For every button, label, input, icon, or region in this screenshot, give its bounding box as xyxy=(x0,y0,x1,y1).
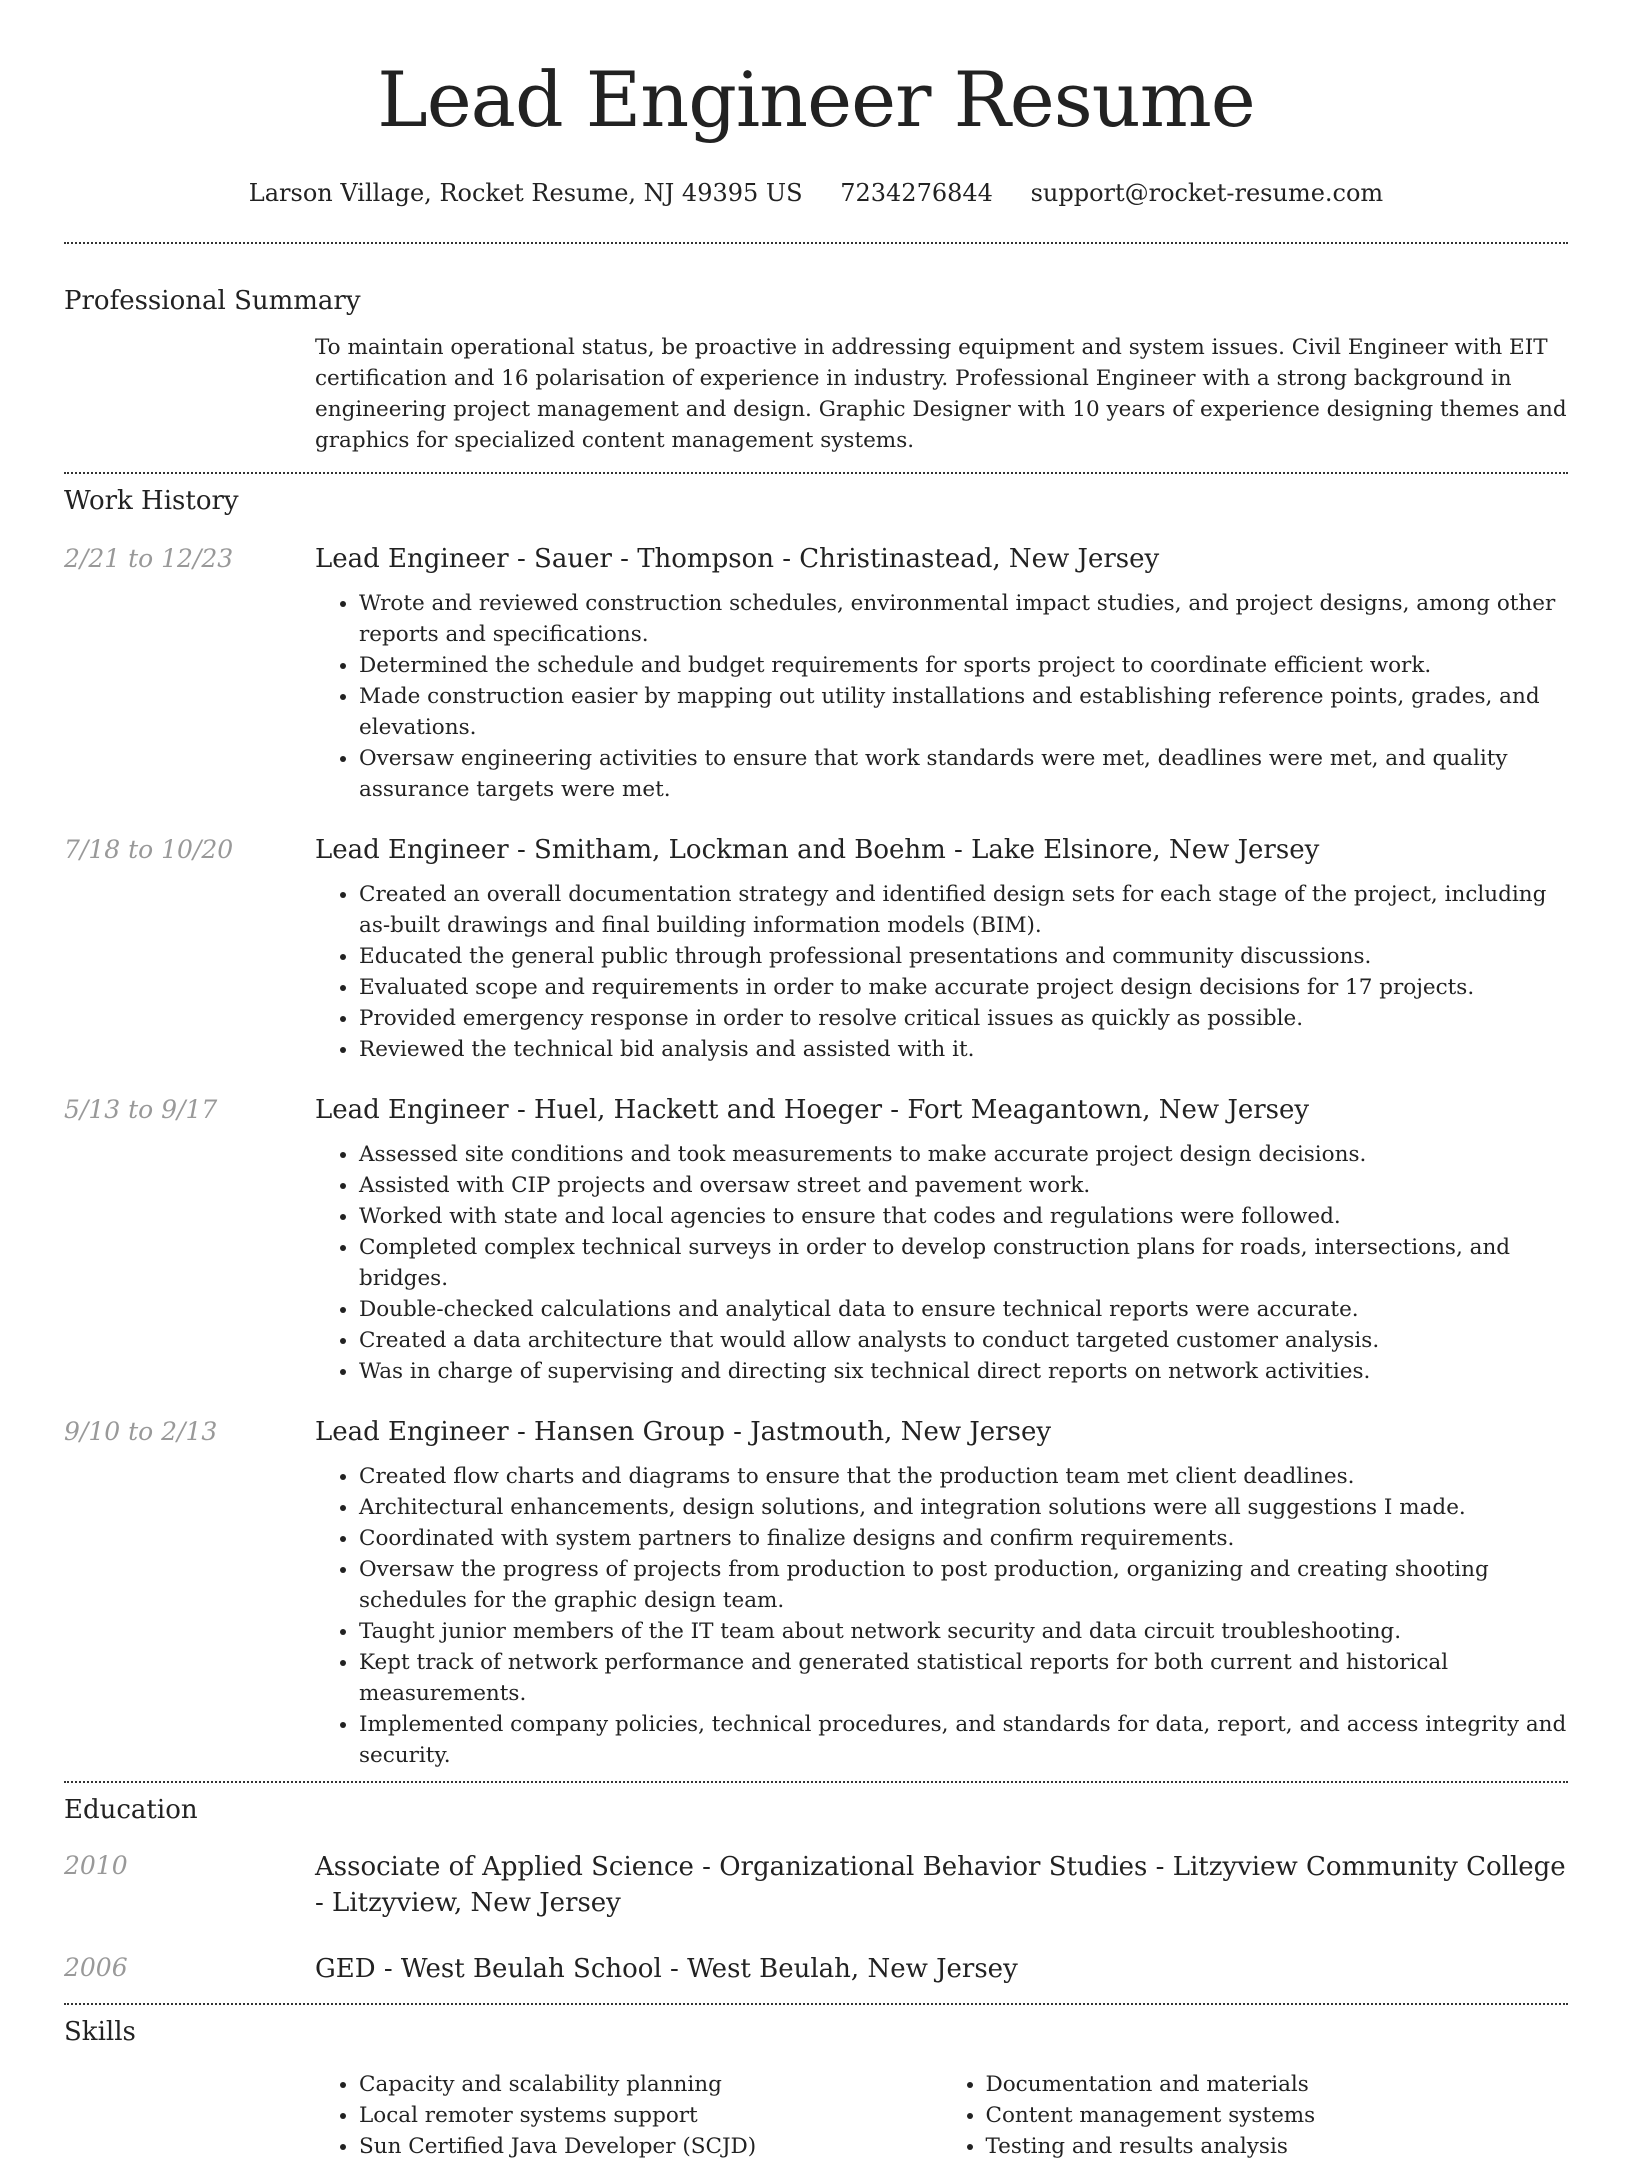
divider xyxy=(64,472,1568,474)
list-item: • Documentation and materials xyxy=(986,2069,1569,2100)
job-entry xyxy=(64,833,1568,1065)
contact-phone: 7234276844 xyxy=(840,179,993,207)
job-title: Lead Engineer - Hansen Group - Jastmouth, New Jersey xyxy=(315,1417,1052,1447)
skills-column-right xyxy=(942,2069,1569,2162)
list-item: • Completed complex technical surveys in order to develop construction plans for roads, intersections, and bridges. xyxy=(359,1232,1568,1294)
education-heading: Education xyxy=(64,1795,198,1825)
job-entry xyxy=(64,1415,1568,1771)
list-item: • Double-checked calculations and analytical data to ensure technical reports were accurate. xyxy=(359,1294,1568,1325)
skills-column-left xyxy=(315,2069,942,2162)
list-item: • Assessed site conditions and took measurements to make accurate project design decisions. xyxy=(359,1139,1568,1170)
education-year: 2010 xyxy=(64,1851,128,1880)
summary-heading: Professional Summary xyxy=(64,286,361,316)
list-item: • Created an overall documentation strategy and identified design sets for each stage of the project, including as-built drawings and final building information models (BIM). xyxy=(359,879,1568,941)
list-item: • Oversaw the progress of projects from production to post production, organizing and creating shooting schedules for the graphic design team. xyxy=(359,1554,1568,1616)
job-dates: 2/21 to 12/23 xyxy=(64,544,234,573)
skills-list xyxy=(315,2069,1568,2162)
job-dates: 7/18 to 10/20 xyxy=(64,835,234,864)
contact-line xyxy=(64,178,1568,208)
divider xyxy=(64,1781,1568,1783)
resume-title: Lead Engineer Resume xyxy=(377,55,1255,144)
list-item: • Taught junior members of the IT team about network security and data circuit troubleshooting. xyxy=(359,1616,1568,1647)
job-bullets xyxy=(315,879,1568,1065)
job-bullets xyxy=(315,1461,1568,1771)
list-item: • Made construction easier by mapping out utility installations and establishing reference points, grades, and elevations. xyxy=(359,681,1568,743)
list-item: • Was in charge of supervising and directing six technical direct reports on network activities. xyxy=(359,1356,1568,1387)
job-title: Lead Engineer - Sauer - Thompson - Christinastead, New Jersey xyxy=(315,544,1160,574)
list-item: • Coordinated with system partners to finalize designs and confirm requirements. xyxy=(359,1523,1568,1554)
divider xyxy=(64,242,1568,244)
contact-address: Larson Village, Rocket Resume, NJ 49395 US xyxy=(248,179,803,207)
education-entry xyxy=(64,1951,1568,1987)
contact-email: support@rocket-resume.com xyxy=(1030,179,1384,207)
list-item: • Evaluated scope and requirements in order to make accurate project design decisions for 17 projects. xyxy=(359,972,1568,1003)
list-item: • Educated the general public through professional presentations and community discussions. xyxy=(359,941,1568,972)
education-title: Associate of Applied Science - Organizational Behavior Studies - Litzyview Community College - Litzyview, New Jersey xyxy=(315,1852,1566,1918)
job-entry xyxy=(64,542,1568,805)
job-dates: 5/13 to 9/17 xyxy=(64,1095,218,1124)
list-item: • Reviewed the technical bid analysis and assisted with it. xyxy=(359,1034,1568,1065)
list-item: • Created flow charts and diagrams to ensure that the production team met client deadlines. xyxy=(359,1461,1568,1492)
list-item: • Created a data architecture that would allow analysts to conduct targeted customer analysis. xyxy=(359,1325,1568,1356)
job-title: Lead Engineer - Huel, Hackett and Hoeger - Fort Meagantown, New Jersey xyxy=(315,1095,1310,1125)
education-year: 2006 xyxy=(64,1953,128,1982)
job-bullets xyxy=(315,588,1568,805)
list-item: • Oversaw engineering activities to ensure that work standards were met, deadlines were met, and quality assurance targets were met. xyxy=(359,743,1568,805)
list-item: • Local remoter systems support xyxy=(359,2100,942,2131)
skills-heading: Skills xyxy=(64,2017,136,2047)
list-item: • Capacity and scalability planning xyxy=(359,2069,942,2100)
list-item: • Testing and results analysis xyxy=(986,2131,1569,2162)
job-bullets xyxy=(315,1139,1568,1387)
list-item: • Sun Certified Java Developer (SCJD) xyxy=(359,2131,942,2162)
list-item: • Worked with state and local agencies to ensure that codes and regulations were followed. xyxy=(359,1201,1568,1232)
job-dates: 9/10 to 2/13 xyxy=(64,1417,218,1446)
work-history-heading: Work History xyxy=(64,486,239,516)
list-item: • Provided emergency response in order to resolve critical issues as quickly as possible. xyxy=(359,1003,1568,1034)
list-item: • Architectural enhancements, design solutions, and integration solutions were all suggestions I made. xyxy=(359,1492,1568,1523)
education-entry xyxy=(64,1849,1568,1921)
list-item: • Assisted with CIP projects and oversaw street and pavement work. xyxy=(359,1170,1568,1201)
list-item: • Content management systems xyxy=(986,2100,1569,2131)
list-item: • Determined the schedule and budget requirements for sports project to coordinate efficient work. xyxy=(359,650,1568,681)
job-entry xyxy=(64,1093,1568,1387)
list-item: • Implemented company policies, technical procedures, and standards for data, report, and access integrity and security. xyxy=(359,1709,1568,1771)
education-title: GED - West Beulah School - West Beulah, New Jersey xyxy=(315,1954,1018,1984)
job-title: Lead Engineer - Smitham, Lockman and Boehm - Lake Elsinore, New Jersey xyxy=(315,835,1320,865)
summary-text: To maintain operational status, be proactive in addressing equipment and system issues. Civil Engineer with EIT certification and 16 polarisation of experience in industry. Professional Engineer with a strong background in engineering project management and design. Graphic Designer with 10 years of experience designing themes and graphics for specialized content management systems. xyxy=(315,335,1567,453)
list-item: • Wrote and reviewed construction schedules, environmental impact studies, and project designs, among other reports and specifications. xyxy=(359,588,1568,650)
list-item: • Kept track of network performance and generated statistical reports for both current and historical measurements. xyxy=(359,1647,1568,1709)
divider xyxy=(64,2003,1568,2005)
